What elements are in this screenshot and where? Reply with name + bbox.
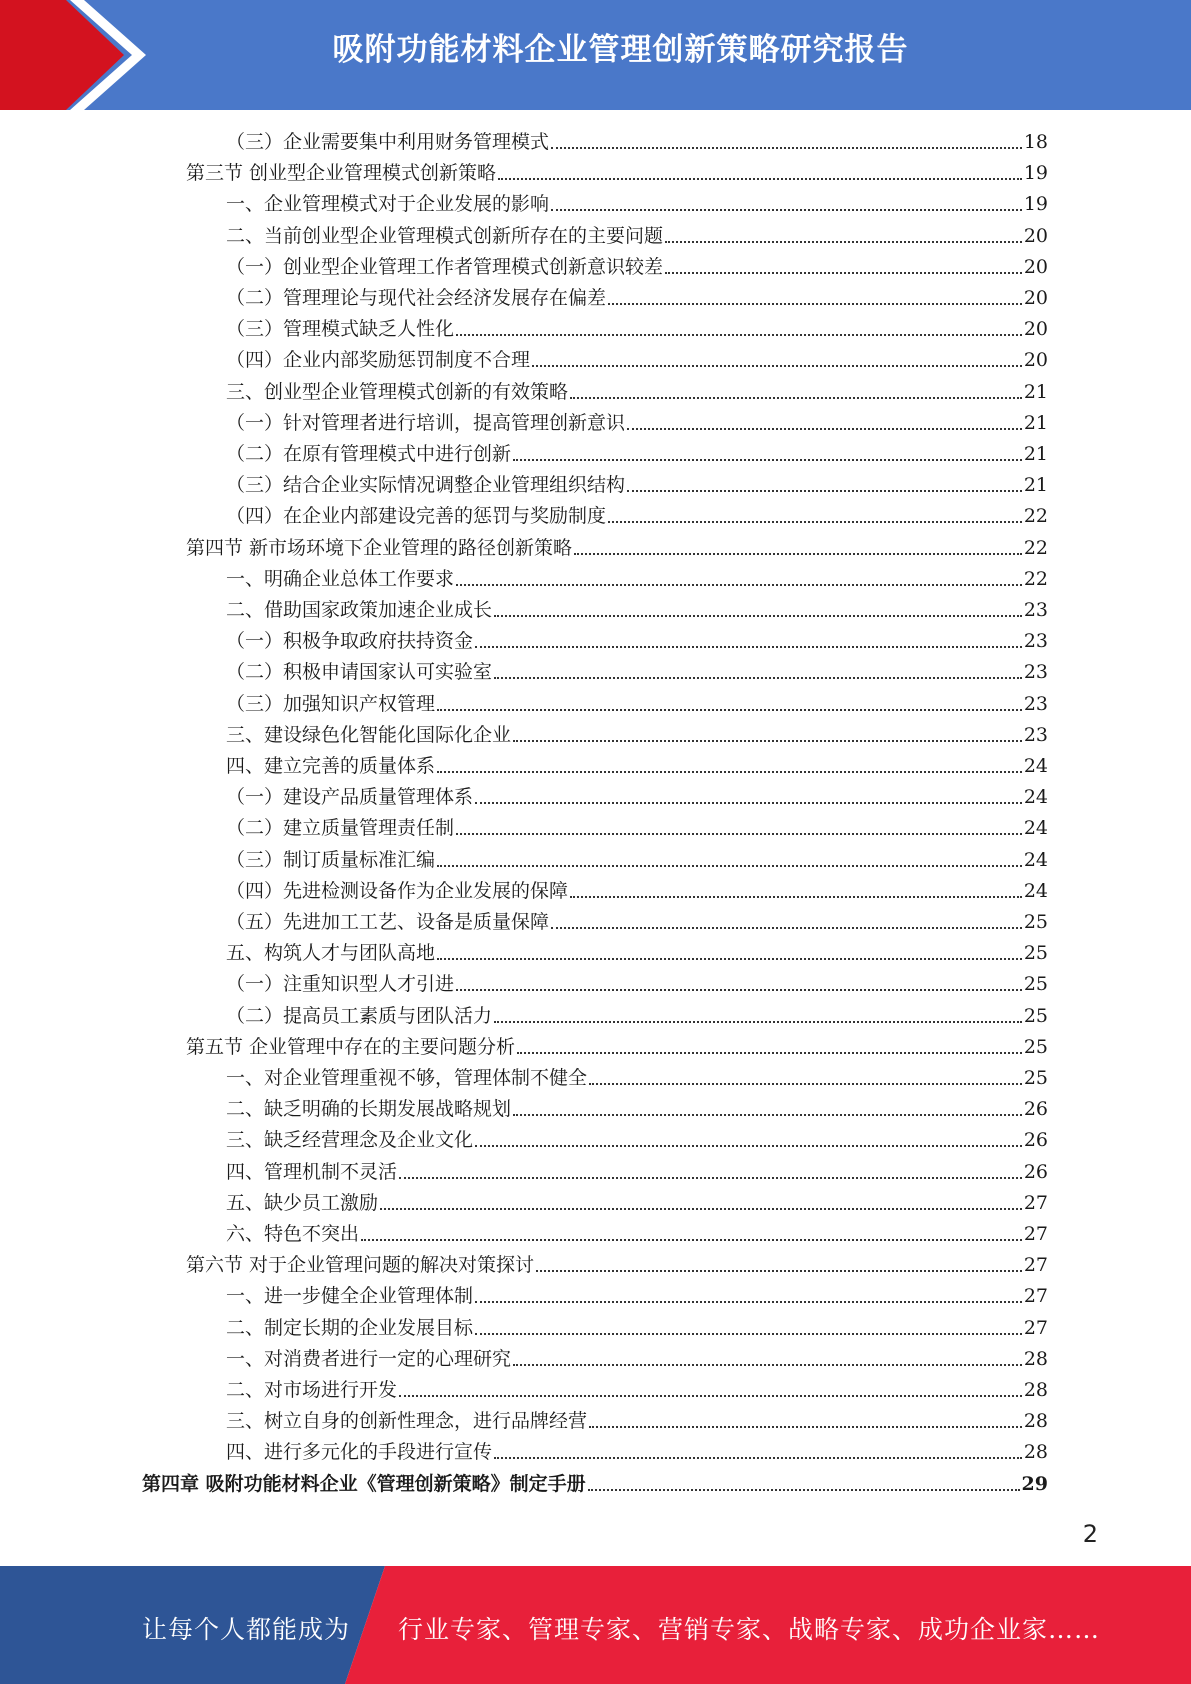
toc-entry-page: 21 bbox=[1023, 474, 1048, 496]
toc-entry[interactable] bbox=[142, 1470, 1048, 1498]
toc-entry[interactable] bbox=[226, 1158, 1048, 1186]
toc-dot-leader bbox=[551, 927, 1022, 929]
toc-entry-page: 22 bbox=[1023, 568, 1048, 590]
toc-entry-page: 26 bbox=[1023, 1161, 1048, 1183]
toc-dot-leader bbox=[475, 1333, 1022, 1335]
toc-entry-label: 二、制定长期的企业发展目标 bbox=[226, 1317, 474, 1339]
toc-entry[interactable] bbox=[226, 1002, 1048, 1030]
toc-entry-page: 28 bbox=[1023, 1410, 1048, 1432]
toc-entry-label: （一）创业型企业管理工作者管理模式创新意识较差 bbox=[226, 256, 664, 278]
toc-entry-page: 26 bbox=[1023, 1129, 1048, 1151]
toc-entry[interactable] bbox=[226, 440, 1048, 468]
toc-dot-leader bbox=[608, 521, 1022, 523]
toc-entry-page: 19 bbox=[1023, 193, 1048, 215]
toc-entry[interactable] bbox=[226, 378, 1048, 406]
header-banner bbox=[0, 0, 1191, 110]
footer-slogan-left: 让每个人都能成为 bbox=[142, 1615, 351, 1644]
footer-banner bbox=[0, 1566, 1191, 1684]
toc-entry-label: （二）在原有管理模式中进行创新 bbox=[226, 443, 512, 465]
toc-entry-page: 21 bbox=[1023, 412, 1048, 434]
toc-dot-leader bbox=[588, 1489, 1020, 1491]
toc-entry-page: 27 bbox=[1023, 1317, 1048, 1339]
toc-dot-leader bbox=[513, 740, 1022, 742]
toc-dot-leader bbox=[536, 1270, 1022, 1272]
toc-dot-leader bbox=[475, 802, 1022, 804]
toc-entry-label: 三、缺乏经营理念及企业文化 bbox=[226, 1129, 474, 1151]
toc-entry[interactable] bbox=[226, 1064, 1048, 1092]
toc-dot-leader bbox=[608, 303, 1022, 305]
toc-entry[interactable] bbox=[186, 534, 1048, 562]
toc-entry-page: 21 bbox=[1023, 443, 1048, 465]
toc-entry[interactable] bbox=[226, 190, 1048, 218]
toc-entry-label: （一）积极争取政府扶持资金 bbox=[226, 630, 474, 652]
toc-entry[interactable] bbox=[226, 565, 1048, 593]
toc-entry[interactable] bbox=[226, 814, 1048, 842]
document-title: 吸附功能材料企业管理创新策略研究报告 bbox=[332, 32, 909, 68]
toc-entry[interactable] bbox=[226, 1095, 1048, 1123]
toc-entry-page: 20 bbox=[1023, 225, 1048, 247]
toc-entry[interactable] bbox=[226, 721, 1048, 749]
toc-entry-page: 19 bbox=[1023, 162, 1048, 184]
toc-entry-page: 24 bbox=[1023, 786, 1048, 808]
toc-entry-label: 第五节 企业管理中存在的主要问题分析 bbox=[186, 1036, 516, 1058]
toc-entry[interactable] bbox=[226, 1220, 1048, 1248]
toc-entry-page: 27 bbox=[1023, 1285, 1048, 1307]
toc-entry-page: 20 bbox=[1023, 318, 1048, 340]
toc-entry[interactable] bbox=[226, 253, 1048, 281]
toc-entry[interactable] bbox=[226, 627, 1048, 655]
toc-entry[interactable] bbox=[226, 409, 1048, 437]
toc-entry-label: （二）积极申请国家认可实验室 bbox=[226, 661, 493, 683]
toc-dot-leader bbox=[494, 1021, 1022, 1023]
toc-entry[interactable] bbox=[226, 315, 1048, 343]
toc-entry-label: （二）提高员工素质与团队活力 bbox=[226, 1005, 493, 1027]
toc-dot-leader bbox=[589, 1083, 1022, 1085]
toc-entry[interactable] bbox=[226, 1282, 1048, 1310]
toc-entry-label: （四）在企业内部建设完善的惩罚与奖励制度 bbox=[226, 505, 607, 527]
toc-entry-label: （三）企业需要集中利用财务管理模式 bbox=[226, 131, 550, 153]
toc-dot-leader bbox=[361, 1239, 1022, 1241]
toc-dot-leader bbox=[627, 490, 1022, 492]
toc-entry[interactable] bbox=[226, 877, 1048, 905]
toc-dot-leader bbox=[551, 209, 1022, 211]
toc-entry-label: 第三节 创业型企业管理模式创新策略 bbox=[186, 162, 497, 184]
toc-entry[interactable] bbox=[226, 1407, 1048, 1435]
toc-entry-label: （三）管理模式缺乏人性化 bbox=[226, 318, 455, 340]
toc-entry-page: 24 bbox=[1023, 880, 1048, 902]
toc-entry-label: 一、明确企业总体工作要求 bbox=[226, 568, 455, 590]
toc-dot-leader bbox=[665, 241, 1022, 243]
toc-entry-page: 24 bbox=[1023, 755, 1048, 777]
toc-entry-label: （一）针对管理者进行培训，提高管理创新意识 bbox=[226, 412, 626, 434]
toc-entry[interactable] bbox=[186, 1033, 1048, 1061]
toc-entry-label: 一、进一步健全企业管理体制 bbox=[226, 1285, 474, 1307]
toc-entry-label: 一、企业管理模式对于企业发展的影响 bbox=[226, 193, 550, 215]
toc-entry[interactable] bbox=[226, 1126, 1048, 1154]
toc-entry-page: 25 bbox=[1023, 1005, 1048, 1027]
toc-entry-label: 第六节 对于企业管理问题的解决对策探讨 bbox=[186, 1254, 535, 1276]
toc-entry[interactable] bbox=[186, 159, 1048, 187]
toc-entry-label: （一）建设产品质量管理体系 bbox=[226, 786, 474, 808]
toc-dot-leader bbox=[627, 428, 1022, 430]
toc-entry[interactable] bbox=[226, 222, 1048, 250]
toc-dot-leader bbox=[532, 365, 1022, 367]
toc-dot-leader bbox=[456, 334, 1022, 336]
toc-dot-leader bbox=[513, 1364, 1022, 1366]
toc-dot-leader bbox=[475, 1145, 1022, 1147]
toc-entry[interactable] bbox=[226, 1345, 1048, 1373]
toc-dot-leader bbox=[494, 1457, 1022, 1459]
toc-entry-page: 24 bbox=[1023, 849, 1048, 871]
toc-dot-leader bbox=[665, 272, 1022, 274]
toc-entry[interactable] bbox=[226, 1376, 1048, 1404]
toc-entry-label: 三、建设绿色化智能化国际化企业 bbox=[226, 724, 512, 746]
toc-entry-page: 27 bbox=[1023, 1223, 1048, 1245]
toc-entry-page: 18 bbox=[1023, 131, 1048, 153]
toc-entry[interactable] bbox=[226, 471, 1048, 499]
toc-dot-leader bbox=[456, 833, 1022, 835]
toc-entry-label: （三）结合企业实际情况调整企业管理组织结构 bbox=[226, 474, 626, 496]
toc-dot-leader bbox=[574, 553, 1022, 555]
toc-entry-page: 23 bbox=[1023, 630, 1048, 652]
footer-slogan-right: 行业专家、管理专家、营销专家、战略专家、成功企业家…… bbox=[398, 1615, 1101, 1644]
toc-entry-page: 20 bbox=[1023, 256, 1048, 278]
toc-entry[interactable] bbox=[226, 690, 1048, 718]
toc-entry[interactable] bbox=[226, 783, 1048, 811]
toc-entry-page: 23 bbox=[1023, 693, 1048, 715]
toc-dot-leader bbox=[517, 1052, 1022, 1054]
toc-entry-page: 25 bbox=[1023, 1067, 1048, 1089]
toc-entry-page: 25 bbox=[1023, 973, 1048, 995]
toc-entry-label: 五、构筑人才与团队高地 bbox=[226, 942, 436, 964]
toc-entry-label: 一、对企业管理重视不够，管理体制不健全 bbox=[226, 1067, 588, 1089]
toc-entry[interactable] bbox=[226, 596, 1048, 624]
toc-entry[interactable] bbox=[226, 1314, 1048, 1342]
toc-entry-page: 28 bbox=[1023, 1379, 1048, 1401]
toc-dot-leader bbox=[570, 896, 1022, 898]
toc-entry-page: 20 bbox=[1023, 287, 1048, 309]
toc-entry-label: 四、进行多元化的手段进行宣传 bbox=[226, 1441, 493, 1463]
toc-entry[interactable] bbox=[226, 1189, 1048, 1217]
toc-entry-page: 20 bbox=[1023, 349, 1048, 371]
toc-entry-label: （二）建立质量管理责任制 bbox=[226, 817, 455, 839]
toc-entry-page: 25 bbox=[1023, 1036, 1048, 1058]
toc-entry-page: 25 bbox=[1023, 942, 1048, 964]
toc-dot-leader bbox=[399, 1177, 1022, 1179]
page-number: 2 bbox=[1082, 1520, 1098, 1548]
toc-entry-label: （三）加强知识产权管理 bbox=[226, 693, 436, 715]
toc-entry-label: 四、建立完善的质量体系 bbox=[226, 755, 436, 777]
toc-entry-label: （四）企业内部奖励惩罚制度不合理 bbox=[226, 349, 531, 371]
toc-entry-label: 第四节 新市场环境下企业管理的路径创新策略 bbox=[186, 537, 573, 559]
toc-entry-page: 26 bbox=[1023, 1098, 1048, 1120]
toc-dot-leader bbox=[456, 989, 1022, 991]
toc-dot-leader bbox=[494, 615, 1022, 617]
toc-entry-label: 六、特色不突出 bbox=[226, 1223, 360, 1245]
toc-dot-leader bbox=[589, 1426, 1022, 1428]
toc-entry[interactable] bbox=[226, 658, 1048, 686]
toc-entry[interactable] bbox=[226, 846, 1048, 874]
toc-entry-page: 22 bbox=[1023, 537, 1048, 559]
toc-entry-label: 二、缺乏明确的长期发展战略规划 bbox=[226, 1098, 512, 1120]
toc-entry[interactable] bbox=[226, 908, 1048, 936]
toc-entry-page: 29 bbox=[1021, 1473, 1048, 1495]
toc-entry[interactable] bbox=[226, 970, 1048, 998]
toc-entry-page: 27 bbox=[1023, 1254, 1048, 1276]
toc-entry-label: （五）先进加工工艺、设备是质量保障 bbox=[226, 911, 550, 933]
toc-dot-leader bbox=[570, 397, 1022, 399]
toc-entry-label: 五、缺少员工激励 bbox=[226, 1192, 379, 1214]
toc-entry-page: 24 bbox=[1023, 817, 1048, 839]
toc-entry-label: 三、树立自身的创新性理念，进行品牌经营 bbox=[226, 1410, 588, 1432]
toc-dot-leader bbox=[437, 865, 1022, 867]
toc-entry-page: 22 bbox=[1023, 505, 1048, 527]
toc-entry-page: 23 bbox=[1023, 599, 1048, 621]
toc-entry-label: 四、管理机制不灵活 bbox=[226, 1161, 398, 1183]
toc-dot-leader bbox=[437, 709, 1022, 711]
toc-dot-leader bbox=[551, 147, 1022, 149]
toc-dot-leader bbox=[475, 646, 1022, 648]
toc-dot-leader bbox=[513, 1114, 1022, 1116]
toc-entry-label: （二）管理理论与现代社会经济发展存在偏差 bbox=[226, 287, 607, 309]
toc-entry-page: 27 bbox=[1023, 1192, 1048, 1214]
toc-dot-leader bbox=[513, 459, 1022, 461]
toc-entry-label: （三）制订质量标准汇编 bbox=[226, 849, 436, 871]
toc-entry[interactable] bbox=[186, 1251, 1048, 1279]
toc-entry-page: 28 bbox=[1023, 1441, 1048, 1463]
toc-entry-label: （一）注重知识型人才引进 bbox=[226, 973, 455, 995]
toc-dot-leader bbox=[498, 178, 1022, 180]
toc-entry-label: 一、对消费者进行一定的心理研究 bbox=[226, 1348, 512, 1370]
toc-entry[interactable] bbox=[226, 346, 1048, 374]
toc-entry[interactable] bbox=[226, 284, 1048, 312]
toc-dot-leader bbox=[456, 584, 1022, 586]
toc-dot-leader bbox=[380, 1208, 1022, 1210]
toc-entry-label: 三、创业型企业管理模式创新的有效策略 bbox=[226, 381, 569, 403]
toc-entry[interactable] bbox=[226, 752, 1048, 780]
toc-entry-page: 23 bbox=[1023, 724, 1048, 746]
toc-entry-label: （四）先进检测设备作为企业发展的保障 bbox=[226, 880, 569, 902]
toc-entry[interactable] bbox=[226, 502, 1048, 530]
toc-entry[interactable] bbox=[226, 128, 1048, 156]
toc-entry-page: 28 bbox=[1023, 1348, 1048, 1370]
toc-entry-label: 二、对市场进行开发 bbox=[226, 1379, 398, 1401]
toc-entry-label: 二、借助国家政策加速企业成长 bbox=[226, 599, 493, 621]
toc-entry[interactable] bbox=[226, 1438, 1048, 1466]
toc-dot-leader bbox=[494, 677, 1022, 679]
toc-entry-label: 第四章 吸附功能材料企业《管理创新策略》制定手册 bbox=[142, 1473, 586, 1495]
toc-entry-page: 23 bbox=[1023, 661, 1048, 683]
toc-entry-page: 21 bbox=[1023, 381, 1048, 403]
toc-dot-leader bbox=[399, 1395, 1022, 1397]
toc-entry-page: 25 bbox=[1023, 911, 1048, 933]
toc-entry[interactable] bbox=[226, 939, 1048, 967]
toc-dot-leader bbox=[437, 771, 1022, 773]
toc-dot-leader bbox=[437, 958, 1022, 960]
toc-dot-leader bbox=[475, 1301, 1022, 1303]
toc-entry-label: 二、当前创业型企业管理模式创新所存在的主要问题 bbox=[226, 225, 664, 247]
